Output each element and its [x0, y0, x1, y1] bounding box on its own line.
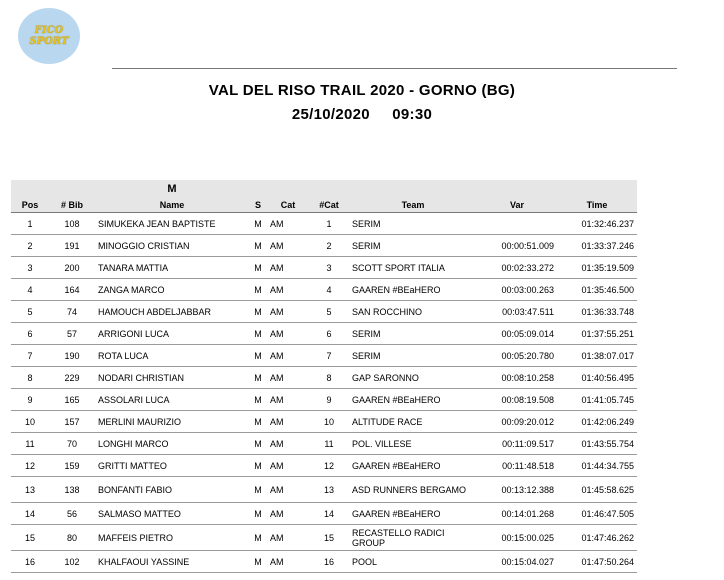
- cell-bib: 70: [49, 433, 95, 455]
- category-row: [11, 180, 637, 198]
- cell-var: 00:15:00.025: [477, 525, 557, 551]
- cell-team: GAAREN #BEaHERO: [349, 389, 477, 411]
- table-row: [11, 503, 637, 525]
- cell-pos: 6: [11, 323, 49, 345]
- cell-ncat: 5: [309, 301, 349, 323]
- cell-name: GRITTI MATTEO: [95, 455, 249, 477]
- cell-bib: 138: [49, 477, 95, 503]
- divider: [112, 68, 677, 69]
- cell-cat: AM: [267, 257, 309, 279]
- cell-ncat: 14: [309, 503, 349, 525]
- cell-team: ASD RUNNERS BERGAMO: [349, 477, 477, 503]
- cell-name: ZANGA MARCO: [95, 279, 249, 301]
- cell-ncat: 11: [309, 433, 349, 455]
- cell-pos: 15: [11, 525, 49, 551]
- cell-bib: 108: [49, 213, 95, 235]
- cell-var: 00:05:20.780: [477, 345, 557, 367]
- cell-name: MERLINI MAURIZIO: [95, 411, 249, 433]
- table-row: [11, 213, 637, 235]
- cell-pos: 14: [11, 503, 49, 525]
- cell-bib: 190: [49, 345, 95, 367]
- cell-team: SERIM: [349, 345, 477, 367]
- cell-time: 01:44:34.755: [557, 455, 637, 477]
- cell-bib: 191: [49, 235, 95, 257]
- cell-s: M: [249, 477, 267, 503]
- cell-pos: 10: [11, 411, 49, 433]
- cell-cat: AM: [267, 477, 309, 503]
- cell-cat: AM: [267, 411, 309, 433]
- cell-s: M: [249, 279, 267, 301]
- cell-time: 01:35:46.500: [557, 279, 637, 301]
- cell-ncat: 3: [309, 257, 349, 279]
- header-team: Team: [349, 198, 477, 213]
- cell-name: HAMOUCH ABDELJABBAR: [95, 301, 249, 323]
- cell-bib: 165: [49, 389, 95, 411]
- table-row: [11, 433, 637, 455]
- cell-s: M: [249, 345, 267, 367]
- cell-cat: AM: [267, 503, 309, 525]
- cell-cat: AM: [267, 279, 309, 301]
- cell-var: 00:02:33.272: [477, 257, 557, 279]
- cell-time: 01:36:33.748: [557, 301, 637, 323]
- cell-var: 00:09:20.012: [477, 411, 557, 433]
- cell-name: KHALFAOUI YASSINE: [95, 551, 249, 573]
- cell-ncat: 13: [309, 477, 349, 503]
- header-name: Name: [95, 198, 249, 213]
- cell-cat: AM: [267, 551, 309, 573]
- category-label: M: [95, 180, 249, 198]
- cell-team: SERIM: [349, 323, 477, 345]
- cell-bib: 56: [49, 503, 95, 525]
- header-bib: # Bib: [49, 198, 95, 213]
- cell-ncat: 7: [309, 345, 349, 367]
- cell-pos: 12: [11, 455, 49, 477]
- cell-time: 01:42:06.249: [557, 411, 637, 433]
- header-sex: S: [249, 198, 267, 213]
- cell-team: GAAREN #BEaHERO: [349, 279, 477, 301]
- cell-var: 00:15:04.027: [477, 551, 557, 573]
- table-row: [11, 301, 637, 323]
- cell-time: 01:37:55.251: [557, 323, 637, 345]
- cell-time: 01:38:07.017: [557, 345, 637, 367]
- table-row: [11, 455, 637, 477]
- cell-s: M: [249, 213, 267, 235]
- cell-time: 01:43:55.754: [557, 433, 637, 455]
- cell-name: SALMASO MATTEO: [95, 503, 249, 525]
- cell-team: POOL: [349, 551, 477, 573]
- cell-name: ARRIGONI LUCA: [95, 323, 249, 345]
- cell-ncat: 1: [309, 213, 349, 235]
- cell-s: M: [249, 323, 267, 345]
- cell-var: 00:08:19.508: [477, 389, 557, 411]
- cell-var: 00:14:01.268: [477, 503, 557, 525]
- table-row: [11, 345, 637, 367]
- cell-name: NODARI CHRISTIAN: [95, 367, 249, 389]
- cell-s: M: [249, 367, 267, 389]
- cell-bib: 164: [49, 279, 95, 301]
- cell-name: BONFANTI FABIO: [95, 477, 249, 503]
- cell-var: 00:13:12.388: [477, 477, 557, 503]
- cell-time: 01:45:58.625: [557, 477, 637, 503]
- table-row: [11, 235, 637, 257]
- cell-ncat: 8: [309, 367, 349, 389]
- cell-pos: 9: [11, 389, 49, 411]
- cell-team: POL. VILLESE: [349, 433, 477, 455]
- cell-team: SCOTT SPORT ITALIA: [349, 257, 477, 279]
- logo-line2: SPORT: [29, 36, 69, 47]
- cell-cat: AM: [267, 433, 309, 455]
- cell-ncat: 12: [309, 455, 349, 477]
- cell-pos: 7: [11, 345, 49, 367]
- cell-var: 00:08:10.258: [477, 367, 557, 389]
- logo: [18, 8, 80, 64]
- cell-var: 00:11:48.518: [477, 455, 557, 477]
- cell-time: 01:41:05.745: [557, 389, 637, 411]
- header-ncat: #Cat: [309, 198, 349, 213]
- cell-ncat: 15: [309, 525, 349, 551]
- cell-var: 00:11:09.517: [477, 433, 557, 455]
- table-row: [11, 477, 637, 503]
- cell-name: SIMUKEKA JEAN BAPTISTE: [95, 213, 249, 235]
- cell-s: M: [249, 257, 267, 279]
- cell-pos: 2: [11, 235, 49, 257]
- cell-team: ALTITUDE RACE: [349, 411, 477, 433]
- cell-time: 01:46:47.505: [557, 503, 637, 525]
- cell-team: SERIM: [349, 235, 477, 257]
- cell-s: M: [249, 551, 267, 573]
- cell-bib: 102: [49, 551, 95, 573]
- header-time: Time: [557, 198, 637, 213]
- cell-time: 01:47:46.262: [557, 525, 637, 551]
- cell-s: M: [249, 411, 267, 433]
- table-row: [11, 367, 637, 389]
- results-table: [11, 180, 637, 573]
- table-row: [11, 389, 637, 411]
- cell-team: SERIM: [349, 213, 477, 235]
- cell-var: 00:03:47.511: [477, 301, 557, 323]
- cell-time: 01:40:56.495: [557, 367, 637, 389]
- cell-ncat: 9: [309, 389, 349, 411]
- page-title: VAL DEL RISO TRAIL 2020 - GORNO (BG): [208, 82, 516, 99]
- cell-time: 01:35:19.509: [557, 257, 637, 279]
- cell-var: [477, 213, 557, 235]
- cell-team: GAAREN #BEaHERO: [349, 455, 477, 477]
- cell-cat: AM: [267, 455, 309, 477]
- cell-bib: 200: [49, 257, 95, 279]
- cell-ncat: 2: [309, 235, 349, 257]
- page-subtitle: 25/10/2020 09:30: [291, 106, 433, 123]
- table-row: [11, 551, 637, 573]
- cell-cat: AM: [267, 301, 309, 323]
- table-row: [11, 257, 637, 279]
- cell-pos: 5: [11, 301, 49, 323]
- cell-ncat: 4: [309, 279, 349, 301]
- cell-s: M: [249, 433, 267, 455]
- cell-team: GAAREN #BEaHERO: [349, 503, 477, 525]
- cell-name: MAFFEIS PIETRO: [95, 525, 249, 551]
- table-row: [11, 411, 637, 433]
- cell-bib: 74: [49, 301, 95, 323]
- cell-name: ROTA LUCA: [95, 345, 249, 367]
- header-var: Var: [477, 198, 557, 213]
- cell-time: 01:33:37.246: [557, 235, 637, 257]
- cell-name: TANARA MATTIA: [95, 257, 249, 279]
- cell-ncat: 10: [309, 411, 349, 433]
- cell-pos: 11: [11, 433, 49, 455]
- cell-name: MINOGGIO CRISTIAN: [95, 235, 249, 257]
- cell-cat: AM: [267, 367, 309, 389]
- cell-team: GAP SARONNO: [349, 367, 477, 389]
- cell-time: 01:47:50.264: [557, 551, 637, 573]
- cell-pos: 3: [11, 257, 49, 279]
- cell-bib: 57: [49, 323, 95, 345]
- cell-cat: AM: [267, 525, 309, 551]
- cell-s: M: [249, 455, 267, 477]
- cell-cat: AM: [267, 235, 309, 257]
- cell-var: 00:00:51.009: [477, 235, 557, 257]
- cell-s: M: [249, 301, 267, 323]
- cell-team: SAN ROCCHINO: [349, 301, 477, 323]
- cell-ncat: 6: [309, 323, 349, 345]
- cell-ncat: 16: [309, 551, 349, 573]
- header-cat: Cat: [267, 198, 309, 213]
- cell-cat: AM: [267, 323, 309, 345]
- table-row: [11, 279, 637, 301]
- logo-line1: FICO: [34, 25, 64, 36]
- cell-pos: 8: [11, 367, 49, 389]
- cell-pos: 13: [11, 477, 49, 503]
- cell-pos: 16: [11, 551, 49, 573]
- cell-s: M: [249, 503, 267, 525]
- cell-cat: AM: [267, 345, 309, 367]
- table-header: [11, 198, 637, 213]
- cell-bib: 229: [49, 367, 95, 389]
- cell-bib: 157: [49, 411, 95, 433]
- cell-name: ASSOLARI LUCA: [95, 389, 249, 411]
- cell-bib: 159: [49, 455, 95, 477]
- table-row: [11, 525, 637, 551]
- cell-var: 00:05:09.014: [477, 323, 557, 345]
- table-row: [11, 323, 637, 345]
- cell-team: RECASTELLO RADICI GROUP: [349, 525, 477, 551]
- cell-bib: 80: [49, 525, 95, 551]
- cell-time: 01:32:46.237: [557, 213, 637, 235]
- header-pos: Pos: [11, 198, 49, 213]
- cell-s: M: [249, 389, 267, 411]
- cell-name: LONGHI MARCO: [95, 433, 249, 455]
- cell-s: M: [249, 235, 267, 257]
- cell-pos: 1: [11, 213, 49, 235]
- cell-s: M: [249, 525, 267, 551]
- cell-pos: 4: [11, 279, 49, 301]
- cell-cat: AM: [267, 213, 309, 235]
- cell-cat: AM: [267, 389, 309, 411]
- cell-var: 00:03:00.263: [477, 279, 557, 301]
